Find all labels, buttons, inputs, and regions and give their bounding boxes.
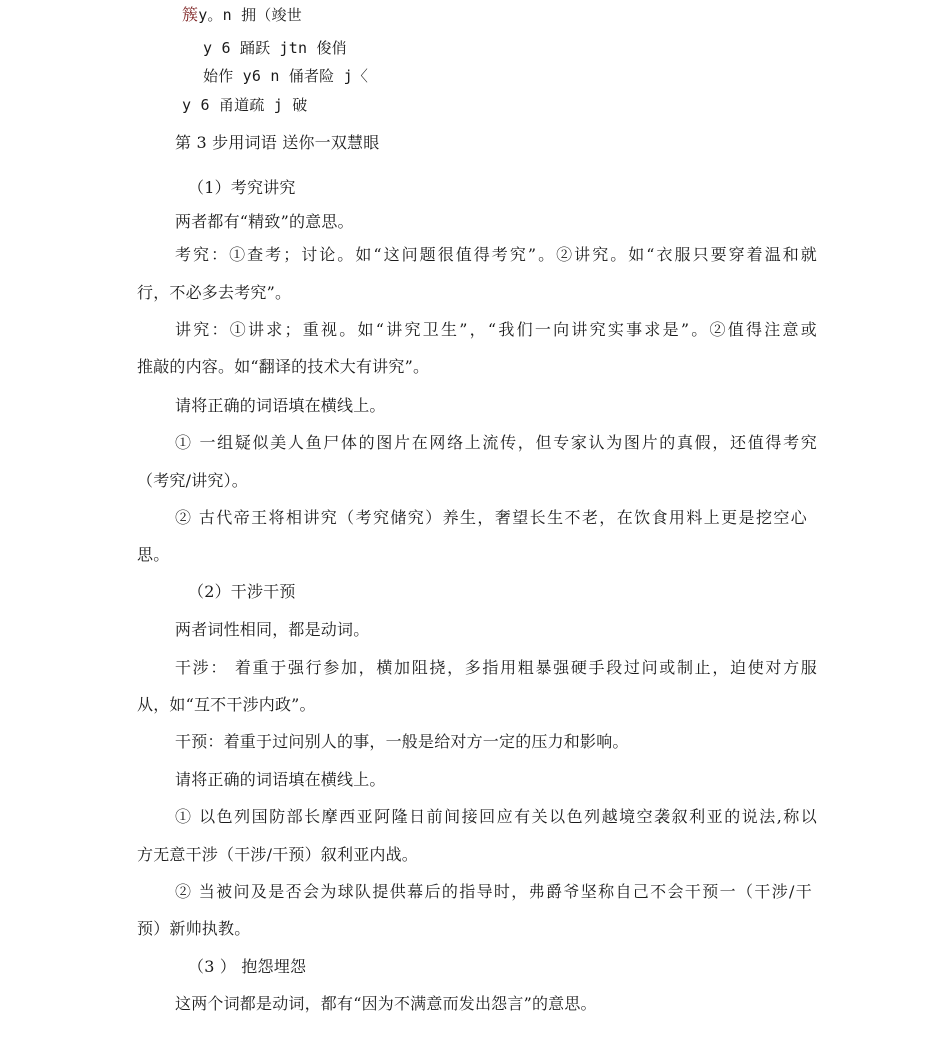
section-1-question-1-line-2: （考究/讲究）。 [137,471,248,490]
section-1-question-2-line-1: ② 古代帝王将相讲究（考究储究）养生，奢望长生不老，在饮食用料上更是挖空心 [175,508,807,527]
ganshe-definition-line-1: 干涉： 着重于强行参加，横加阻挠，多指用粗暴强硬手段过问或制止，迫使对方服 [175,658,817,677]
section-2-instruction: 请将正确的词语填在横线上。 [175,770,386,789]
garbled-line-4: y 6 甬道疏 j 破 [182,96,308,114]
section-1-intro: 两者都有“精致”的意思。 [175,212,354,231]
section-1-question-2-line-2: 思。 [137,545,170,564]
section-1-heading: （1）考究讲究 [188,178,296,197]
section-2-question-2-line-2: 预）新帅执教。 [137,919,251,938]
kaojiu-definition-line-2: 行，不必多去考究”。 [137,283,292,302]
jiangjiu-definition-line-2: 推敲的内容。如“翻译的技术大有讲究”。 [137,357,430,376]
section-2-question-1-line-2: 方无意干涉（干涉/干预）叙利亚内战。 [137,845,418,864]
section-2-question-2-line-1: ② 当被问及是否会为球队提供幕后的指导时，弗爵爷坚称自己不会干预一（干涉/干 [175,882,812,901]
jiangjiu-definition-line-1: 讲究：①讲求；重视。如“讲究卫生”，“我们一向讲究实事求是”。②值得注意或 [175,320,817,339]
garbled-text: y。n 拥（竣世 [198,6,302,24]
section-2-heading: （2）干涉干预 [188,582,296,601]
garbled-line-2: y 6 踊跃 jtn 俊俏 [203,39,347,57]
garbled-line-3: 始作 y6 n 俑者险 j〈 [203,67,369,85]
section-3-heading: （3 ） 抱怨埋怨 [188,957,307,976]
section-2-intro: 两者词性相同，都是动词。 [175,620,370,639]
section-3-intro: 这两个词都是动词，都有“因为不满意而发出怨言”的意思。 [175,994,597,1013]
step-heading: 第 3 步用词语 送你一双慧眼 [175,133,380,152]
section-1-instruction: 请将正确的词语填在横线上。 [175,396,386,415]
kaojiu-definition-line-1: 考究：①查考；讨论。如“这问题很值得考究”。②讲究。如“衣服只要穿着温和就 [175,245,817,264]
ganshe-definition-line-2: 从，如“互不干涉内政”。 [137,695,316,714]
section-2-question-1-line-1: ① 以色列国防部长摩西亚阿隆日前间接回应有关以色列越境空袭叙利亚的说法,称以 [175,807,817,826]
garbled-char: 簇 [182,5,199,24]
section-1-question-1-line-1: ① 一组疑似美人鱼尸体的图片在网络上流传，但专家认为图片的真假，还值得考究 [175,433,817,452]
garbled-line-1 [182,5,302,25]
ganyu-definition: 干预：着重于过问别人的事，一般是给对方一定的压力和影响。 [175,732,629,751]
